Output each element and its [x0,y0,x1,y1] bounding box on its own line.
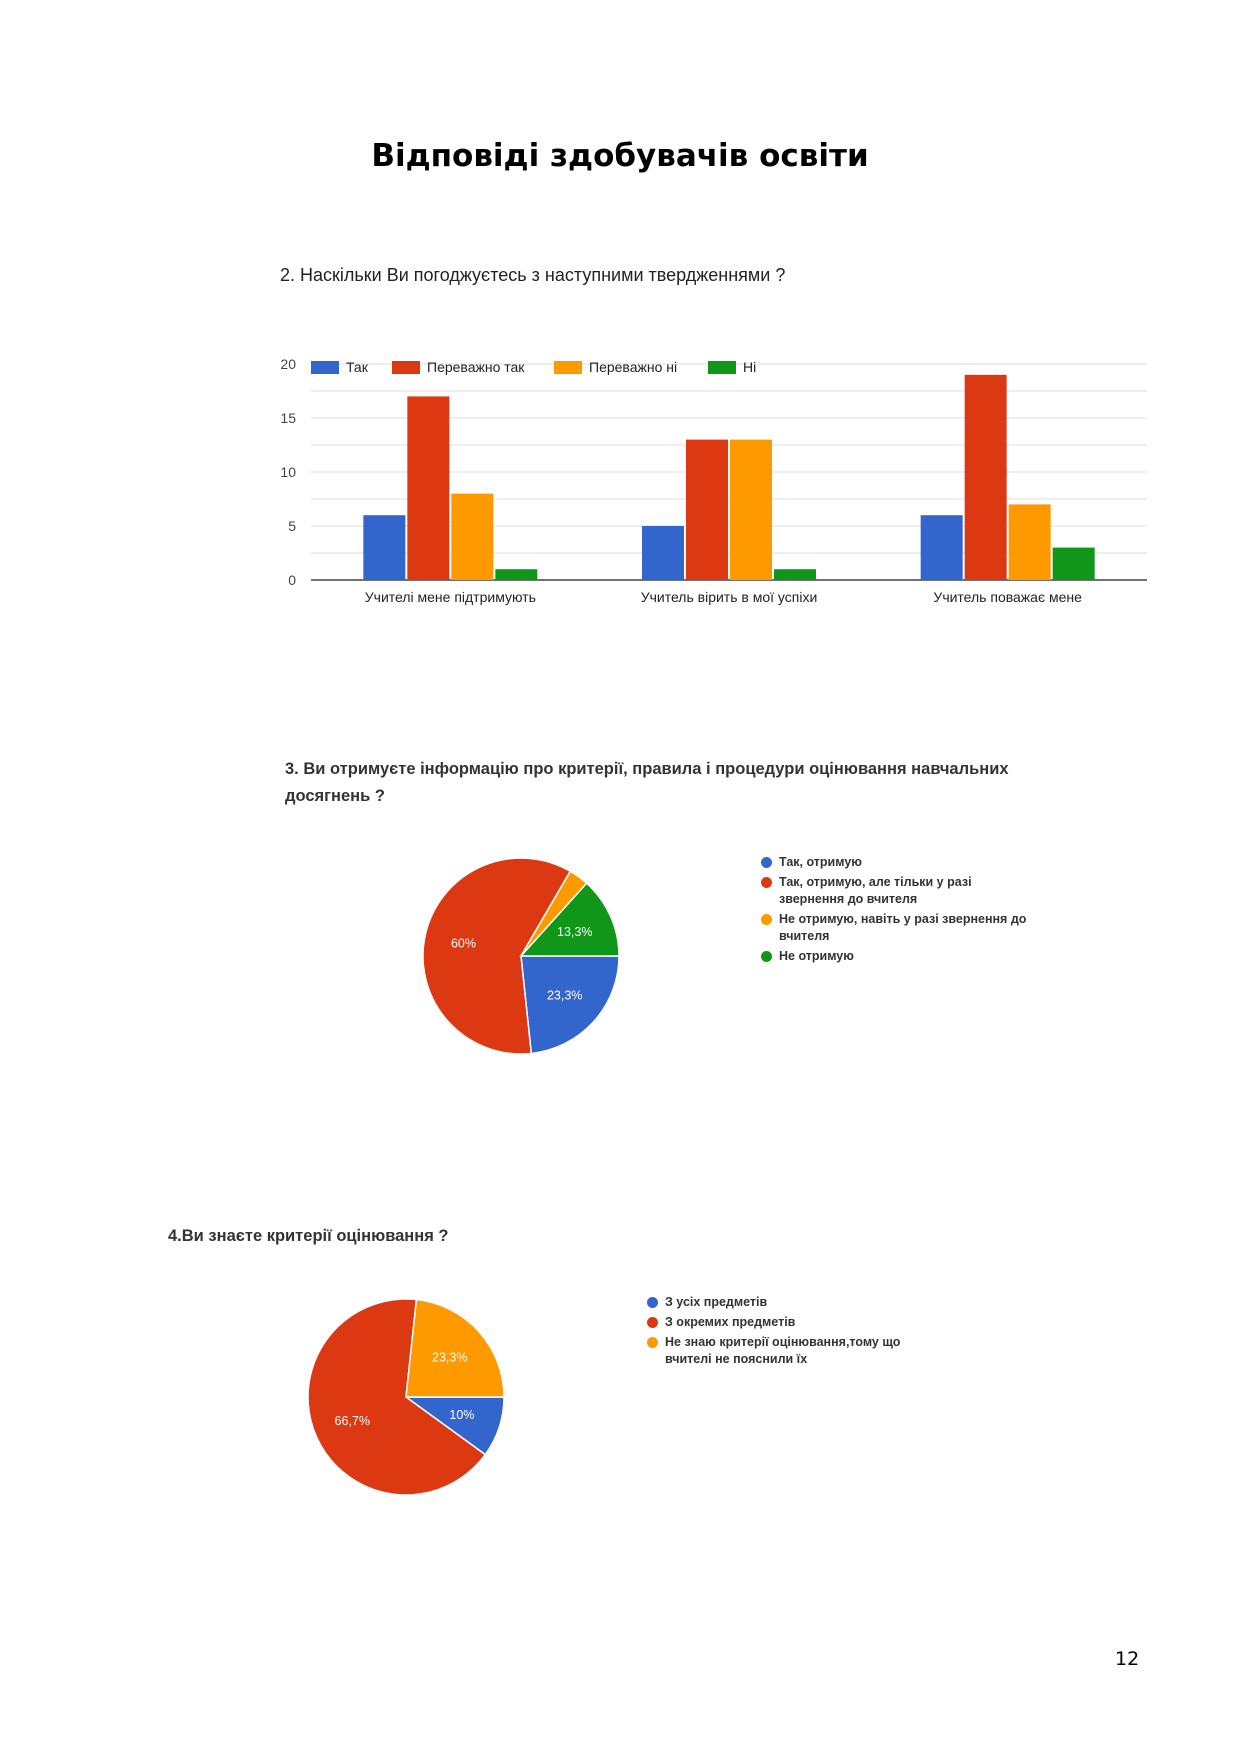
legend-label: Переважно так [427,359,525,375]
y-tick-label: 20 [280,356,296,372]
legend-dot [647,1337,658,1348]
legend-item [647,1314,915,1331]
y-tick-label: 10 [280,464,296,480]
legend-label: Не отримую, навіть у разі звернення до вчителя [779,912,1027,943]
legend-dot [647,1297,658,1308]
pie-slice-label: 10% [449,1408,475,1423]
pie-slice-label: 23,3% [546,988,583,1003]
y-tick-label: 0 [288,572,296,588]
legend-label: Так, отримую, але тільки у разі звернення до вчителя [779,875,972,906]
y-tick-label: 15 [280,410,296,426]
legend-item [647,1294,915,1311]
legend-label: Переважно ні [589,359,678,375]
legend-label: З окремих предметів [665,1315,796,1329]
legend-label: Не знаю критерії оцінювання,тому що вчителі не пояснили їх [665,1335,901,1366]
pie-slice-label: 23,3% [432,1350,468,1365]
x-tick-label: Учитель вірить в мої успіхи [640,589,818,605]
x-tick-label: Учителі мене підтримують [364,589,536,605]
page-title: Відповіді здобувачів освіти [371,138,869,174]
pie-slice-label: 60% [450,936,477,951]
question-2-title: 2. Наскільки Ви погоджуєтесь з наступними твердженнями ? [280,265,786,285]
legend-label: Не отримую [779,949,854,963]
page-number: 12 [1115,1648,1140,1670]
legend-dot [647,1317,658,1328]
x-tick-label: Учитель поважає мене [933,589,1082,605]
pie-slice-label: 66,7% [334,1413,370,1428]
y-tick-label: 5 [288,518,296,534]
pie-legend-q4 [647,1294,915,1371]
pie-slice [406,1300,504,1397]
legend-label: Так, отримую [779,855,862,869]
legend-item [647,1334,915,1368]
pie-slice-label: 13,3% [557,925,593,940]
question-3-title: 3. Ви отримуєте інформацію про критерії, правила і процедури оцінювання навчальних досягнень ? [285,760,1009,805]
legend-label: З усіх предметів [665,1295,768,1309]
legend-label: Ні [743,359,757,375]
question-4-title: 4.Ви знаєте критерії оцінювання ? [168,1227,449,1245]
legend-label: Так [346,359,368,375]
